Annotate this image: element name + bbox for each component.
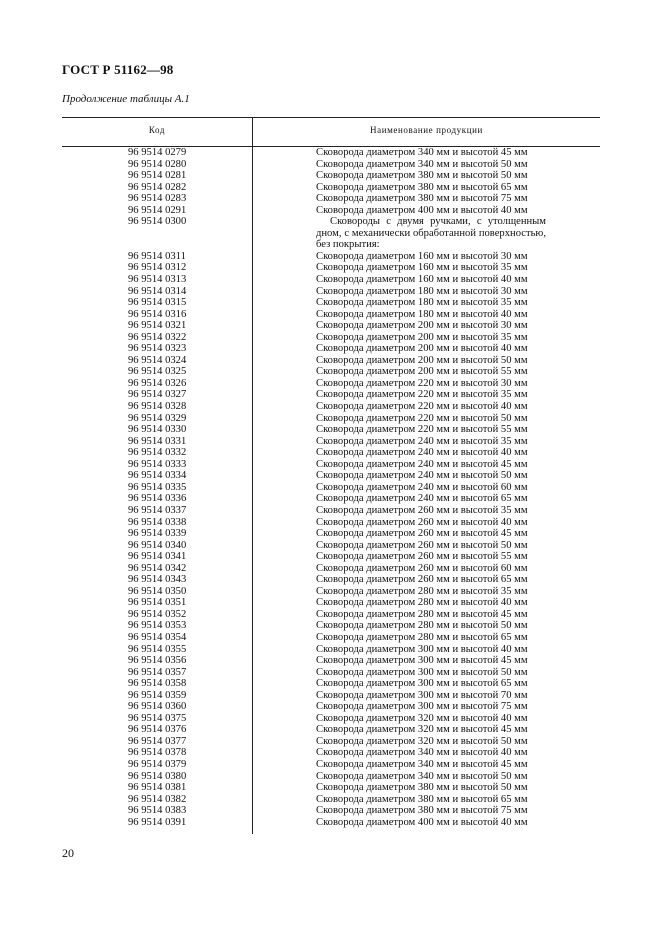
table-row xyxy=(0,447,661,459)
product-name: Сковорода диаметром 300 мм и высотой 65 мм xyxy=(316,678,528,690)
table-row xyxy=(0,170,661,182)
table-row xyxy=(0,262,661,274)
product-name: Сковорода диаметром 300 мм и высотой 45 мм xyxy=(316,655,528,667)
product-code: 96 9514 0332 xyxy=(128,447,187,459)
product-code: 96 9514 0334 xyxy=(128,470,187,482)
table-row xyxy=(0,540,661,552)
table-row xyxy=(0,413,661,425)
product-name: Сковорода диаметром 400 мм и высотой 40 мм xyxy=(316,816,528,828)
product-code: 96 9514 0338 xyxy=(128,516,187,528)
product-name: Сковорода диаметром 280 мм и высотой 45 мм xyxy=(316,608,528,620)
product-name: Сковорода диаметром 300 мм и высотой 40 мм xyxy=(316,643,528,655)
product-code: 96 9514 0326 xyxy=(128,377,187,389)
table-row xyxy=(0,332,661,344)
product-name: Сковорода диаметром 280 мм и высотой 65 мм xyxy=(316,631,528,643)
product-name: Сковорода диаметром 380 мм и высотой 75 мм xyxy=(316,193,528,205)
table-row xyxy=(0,563,661,575)
product-code: 96 9514 0353 xyxy=(128,620,187,632)
table-row xyxy=(0,205,661,217)
table-row xyxy=(0,182,661,194)
table-row xyxy=(0,355,661,367)
product-code: 96 9514 0336 xyxy=(128,493,187,505)
table-row xyxy=(0,343,661,355)
table-row xyxy=(0,274,661,286)
table-row xyxy=(0,366,661,378)
product-code: 96 9514 0352 xyxy=(128,608,187,620)
table-row xyxy=(0,794,661,806)
product-code: 96 9514 0341 xyxy=(128,551,187,563)
product-code: 96 9514 0291 xyxy=(128,204,187,216)
product-code: 96 9514 0323 xyxy=(128,343,187,355)
product-code: 96 9514 0313 xyxy=(128,274,187,286)
product-name: Сковорода диаметром 380 мм и высотой 65 мм xyxy=(316,793,528,805)
product-code: 96 9514 0279 xyxy=(128,147,187,158)
table-row xyxy=(0,493,661,505)
product-name: Сковорода диаметром 260 мм и высотой 65 мм xyxy=(316,574,528,586)
product-code: 96 9514 0331 xyxy=(128,435,187,447)
product-code: 96 9514 0324 xyxy=(128,354,187,366)
product-code: 96 9514 0337 xyxy=(128,504,187,516)
table-body xyxy=(0,147,661,828)
table-row xyxy=(0,193,661,205)
table-row xyxy=(0,528,661,540)
product-name: Сковорода диаметром 260 мм и высотой 35 мм xyxy=(316,504,528,516)
product-name: Сковорода диаметром 320 мм и высотой 45 мм xyxy=(316,724,528,736)
product-code: 96 9514 0325 xyxy=(128,366,187,378)
product-code: 96 9514 0335 xyxy=(128,481,187,493)
product-code: 96 9514 0377 xyxy=(128,735,187,747)
table-row xyxy=(0,586,661,598)
product-code: 96 9514 0329 xyxy=(128,412,187,424)
table-row xyxy=(0,620,661,632)
product-name: Сковорода диаметром 160 мм и высотой 35 мм xyxy=(316,262,528,274)
product-name: Сковорода диаметром 200 мм и высотой 35 мм xyxy=(316,331,528,343)
product-name: Сковорода диаметром 400 мм и высотой 40 мм xyxy=(316,204,528,216)
table-row xyxy=(0,424,661,436)
product-code: 96 9514 0283 xyxy=(128,193,187,205)
product-name: Сковорода диаметром 220 мм и высотой 40 мм xyxy=(316,401,528,413)
product-name: Сковорода диаметром 200 мм и высотой 40 мм xyxy=(316,343,528,355)
product-code: 96 9514 0356 xyxy=(128,655,187,667)
table-row xyxy=(0,597,661,609)
product-name: Сковорода диаметром 340 мм и высотой 50 мм xyxy=(316,770,528,782)
page-number: 20 xyxy=(62,846,74,860)
product-name: Сковорода диаметром 180 мм и высотой 35 мм xyxy=(316,297,528,309)
product-code: 96 9514 0380 xyxy=(128,770,187,782)
product-code: 96 9514 0379 xyxy=(128,758,187,770)
column-header-code: Код xyxy=(148,125,166,135)
product-name: Сковорода диаметром 380 мм и высотой 65 мм xyxy=(316,181,528,193)
table-row xyxy=(0,482,661,494)
table-row xyxy=(0,632,661,644)
product-code: 96 9514 0391 xyxy=(128,816,187,828)
table-row xyxy=(0,297,661,309)
product-name: Сковорода диаметром 260 мм и высотой 55 мм xyxy=(316,551,528,563)
product-name: Сковорода диаметром 240 мм и высотой 65 мм xyxy=(316,493,528,505)
product-name: Сковорода диаметром 240 мм и высотой 40 мм xyxy=(316,447,528,459)
table-row xyxy=(0,459,661,471)
table-row xyxy=(0,505,661,517)
table-row xyxy=(0,470,661,482)
product-name: Сковорода диаметром 200 мм и высотой 30 мм xyxy=(316,320,528,332)
product-name: Сковорода диаметром 380 мм и высотой 75 мм xyxy=(316,805,528,817)
table-row xyxy=(0,401,661,413)
table-row xyxy=(0,771,661,783)
table-row xyxy=(0,609,661,621)
table-row xyxy=(0,701,661,713)
product-name: Сковорода диаметром 380 мм и высотой 50 мм xyxy=(316,782,528,794)
product-name: Сковорода диаметром 220 мм и высотой 35 мм xyxy=(316,389,528,401)
product-name: Сковорода диаметром 320 мм и высотой 40 мм xyxy=(316,712,528,724)
table-row xyxy=(0,724,661,736)
product-code: 96 9514 0330 xyxy=(128,424,187,436)
product-name: Сковорода диаметром 300 мм и высотой 75 мм xyxy=(316,701,528,713)
table-row xyxy=(0,817,661,829)
product-name: Сковорода диаметром 180 мм и высотой 40 мм xyxy=(316,308,528,320)
product-name: Сковорода диаметром 380 мм и высотой 50 мм xyxy=(316,170,528,182)
table-row xyxy=(0,309,661,321)
product-code: 96 9514 0328 xyxy=(128,401,187,413)
product-code: 96 9514 0378 xyxy=(128,747,187,759)
product-code: 96 9514 0355 xyxy=(128,643,187,655)
product-name: Сковорода диаметром 280 мм и высотой 50 мм xyxy=(316,620,528,632)
product-code: 96 9514 0300 xyxy=(128,216,187,228)
product-name: Сковорода диаметром 220 мм и высотой 30 мм xyxy=(316,377,528,389)
document-title: ГОСТ Р 51162—98 xyxy=(62,62,174,77)
table-row xyxy=(0,389,661,401)
table-row xyxy=(0,747,661,759)
product-name: Сковорода диаметром 200 мм и высотой 55 мм xyxy=(316,366,528,378)
product-name: Сковорода диаметром 260 мм и высотой 50 мм xyxy=(316,539,528,551)
product-code: 96 9514 0359 xyxy=(128,689,187,701)
table-row xyxy=(0,713,661,725)
product-code: 96 9514 0351 xyxy=(128,597,187,609)
product-name: Сковорода диаметром 280 мм и высотой 40 мм xyxy=(316,597,528,609)
table-row xyxy=(0,286,661,298)
product-code: 96 9514 0322 xyxy=(128,331,187,343)
product-code: 96 9514 0280 xyxy=(128,158,187,170)
product-code: 96 9514 0350 xyxy=(128,585,187,597)
product-name: Сковорода диаметром 160 мм и высотой 30 мм xyxy=(316,250,528,262)
table-caption: Продолжение таблицы А.1 xyxy=(62,93,190,105)
product-name: Сковорода диаметром 160 мм и высотой 40 мм xyxy=(316,274,528,286)
product-code: 96 9514 0282 xyxy=(128,181,187,193)
product-name: Сковорода диаметром 340 мм и высотой 45 мм xyxy=(316,758,528,770)
product-code: 96 9514 0381 xyxy=(128,782,187,794)
product-name: Сковорода диаметром 240 мм и высотой 35 мм xyxy=(316,435,528,447)
column-header-name: Наименование продукции xyxy=(370,125,483,135)
table-row xyxy=(0,667,661,679)
product-code: 96 9514 0340 xyxy=(128,539,187,551)
table-row xyxy=(0,759,661,771)
product-name: Сковорода диаметром 220 мм и высотой 55 мм xyxy=(316,424,528,436)
product-code: 96 9514 0281 xyxy=(128,170,187,182)
table-row xyxy=(0,551,661,563)
product-code: 96 9514 0383 xyxy=(128,805,187,817)
product-name: Сковорода диаметром 260 мм и высотой 45 мм xyxy=(316,528,528,540)
table-row xyxy=(0,736,661,748)
product-name: Сковорода диаметром 280 мм и высотой 35 мм xyxy=(316,585,528,597)
table-row xyxy=(0,517,661,529)
product-name: Сковорода диаметром 340 мм и высотой 40 мм xyxy=(316,747,528,759)
product-code: 96 9514 0327 xyxy=(128,389,187,401)
table-row xyxy=(0,320,661,332)
product-code: 96 9514 0312 xyxy=(128,262,187,274)
product-name: Сковорода диаметром 240 мм и высотой 50 мм xyxy=(316,470,528,482)
product-name: Сковорода диаметром 180 мм и высотой 30 мм xyxy=(316,285,528,297)
table-row xyxy=(0,436,661,448)
product-code: 96 9514 0314 xyxy=(128,285,187,297)
table-row xyxy=(0,159,661,171)
product-code: 96 9514 0339 xyxy=(128,528,187,540)
table-row xyxy=(0,574,661,586)
table-row xyxy=(0,805,661,817)
product-name: Сковорода диаметром 300 мм и высотой 50 мм xyxy=(316,666,528,678)
product-code: 96 9514 0382 xyxy=(128,793,187,805)
product-code: 96 9514 0333 xyxy=(128,458,187,470)
product-code: 96 9514 0311 xyxy=(128,250,186,262)
product-code: 96 9514 0360 xyxy=(128,701,187,713)
product-name: Сковорода диаметром 340 мм и высотой 45 мм xyxy=(316,147,528,158)
product-code: 96 9514 0354 xyxy=(128,631,187,643)
table-row xyxy=(0,678,661,690)
table-row xyxy=(0,782,661,794)
product-name: Сковорода диаметром 240 мм и высотой 45 мм xyxy=(316,458,528,470)
product-name: Сковорода диаметром 260 мм и высотой 40 мм xyxy=(316,516,528,528)
table-top-border xyxy=(62,117,600,118)
table-row xyxy=(0,655,661,667)
product-name: Сковорода диаметром 220 мм и высотой 50 мм xyxy=(316,412,528,424)
product-code: 96 9514 0315 xyxy=(128,297,187,309)
product-code: 96 9514 0343 xyxy=(128,574,187,586)
product-name: Сковорода диаметром 260 мм и высотой 60 мм xyxy=(316,562,528,574)
product-name: Сковорода диаметром 340 мм и высотой 50 мм xyxy=(316,158,528,170)
product-name: Сковорода диаметром 320 мм и высотой 50 мм xyxy=(316,735,528,747)
product-code: 96 9514 0321 xyxy=(128,320,187,332)
product-name: Сковорода диаметром 240 мм и высотой 60 мм xyxy=(316,481,528,493)
product-code: 96 9514 0316 xyxy=(128,308,187,320)
table-row xyxy=(0,251,661,263)
product-code: 96 9514 0358 xyxy=(128,678,187,690)
table-row xyxy=(0,216,661,251)
table-row xyxy=(0,644,661,656)
table-row xyxy=(0,147,661,159)
product-name: Сковороды с двумя ручками, с утолщенным дном, с механически обработанной поверхностью, без покрытия: xyxy=(316,216,546,251)
product-code: 96 9514 0375 xyxy=(128,712,187,724)
table-row xyxy=(0,690,661,702)
product-code: 96 9514 0357 xyxy=(128,666,187,678)
table-row xyxy=(0,378,661,390)
product-code: 96 9514 0376 xyxy=(128,724,187,736)
product-code: 96 9514 0342 xyxy=(128,562,187,574)
product-name: Сковорода диаметром 200 мм и высотой 50 мм xyxy=(316,354,528,366)
product-name: Сковорода диаметром 300 мм и высотой 70 мм xyxy=(316,689,528,701)
